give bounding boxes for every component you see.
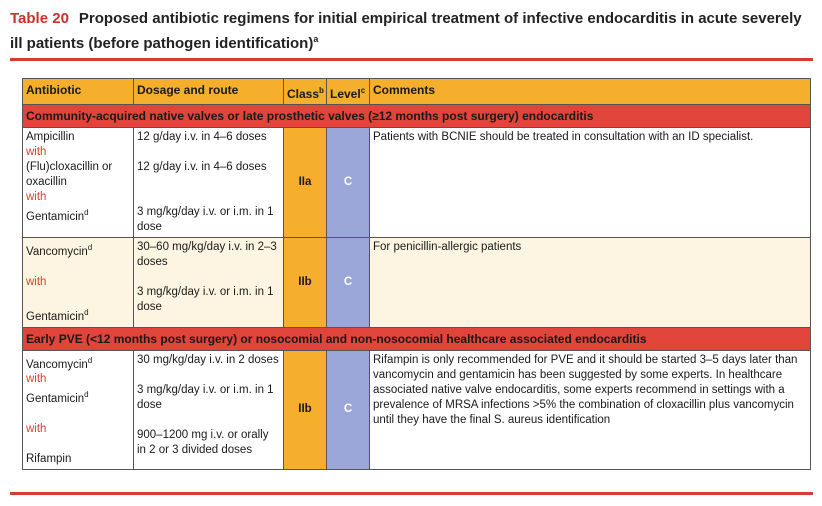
table-caption — [10, 8, 810, 54]
header-class: Class$^b$ — [284, 79, 327, 105]
antibiotic-cell: Ampicillin with (Flu)cloxacillin or oxacillin with Gentamicin$^d$ — [23, 128, 134, 238]
top-rule — [10, 58, 813, 61]
table-row — [23, 238, 811, 328]
bottom-rule — [10, 492, 813, 495]
header-dosage: Dosage and route — [134, 79, 284, 105]
dosage-cell: 12 g/day i.v. in 4–6 doses 12 g/day i.v. in 4–6 doses 3 mg/kg/day i.v. or i.m. in 1 dose — [134, 128, 284, 238]
regimen-table — [22, 78, 811, 470]
table-title: Proposed antibiotic regimens for initial empirical treatment of infective endocarditis in acute severely ill patients (before pathogen identification) — [10, 10, 802, 52]
section-title: Community-acquired native valves or late prosthetic valves (≥12 months post surgery) endocarditis — [23, 105, 811, 128]
level-cell: C — [327, 238, 370, 328]
section-title: Early PVE (<12 months post surgery) or nosocomial and non-nosocomial healthcare associated endocarditis — [23, 327, 811, 350]
antibiotic-cell: Vancomycin$^d$ with Gentamicin$^d$ with Rifampin — [23, 350, 134, 470]
antibiotic-cell: Vancomycin$^d$ with Gentamicin$^d$ — [23, 238, 134, 328]
header-antibiotic: Antibiotic — [23, 79, 134, 105]
header-level: Level$^c$ — [327, 79, 370, 105]
comment-cell: Patients with BCNIE should be treated in consultation with an ID specialist. — [370, 128, 811, 238]
table-number: Table 20 — [10, 10, 69, 27]
comment-cell: Rifampin is only recommended for PVE and it should be started 3–5 days later than vancomycin and gentamicin has been suggested by some experts. In healthcare associated native valve endocarditis, some experts recommend in settings with a prevalence of MRSA infections >5% the combination of cloxacillin plus vancomycin until they have the final S. aureus identification — [370, 350, 811, 470]
table-title-footnote: a — [313, 34, 319, 44]
level-cell: C — [327, 128, 370, 238]
class-cell: IIb — [284, 238, 327, 328]
dosage-cell: 30 mg/kg/day i.v. in 2 doses 3 mg/kg/day i.v. or i.m. in 1 dose 900–1200 mg i.v. or orally in 2 or 3 divided doses — [134, 350, 284, 470]
header-comments: Comments — [370, 79, 811, 105]
header-row — [23, 79, 811, 105]
table-row — [23, 350, 811, 470]
class-cell: IIa — [284, 128, 327, 238]
level-cell: C — [327, 350, 370, 470]
class-cell: IIb — [284, 350, 327, 470]
dosage-cell: 30–60 mg/kg/day i.v. in 2–3 doses 3 mg/kg/day i.v. or i.m. in 1 dose — [134, 238, 284, 328]
section-row-community — [23, 105, 811, 128]
comment-cell: For penicillin-allergic patients — [370, 238, 811, 328]
table-row — [23, 128, 811, 238]
section-row-early-pve — [23, 327, 811, 350]
